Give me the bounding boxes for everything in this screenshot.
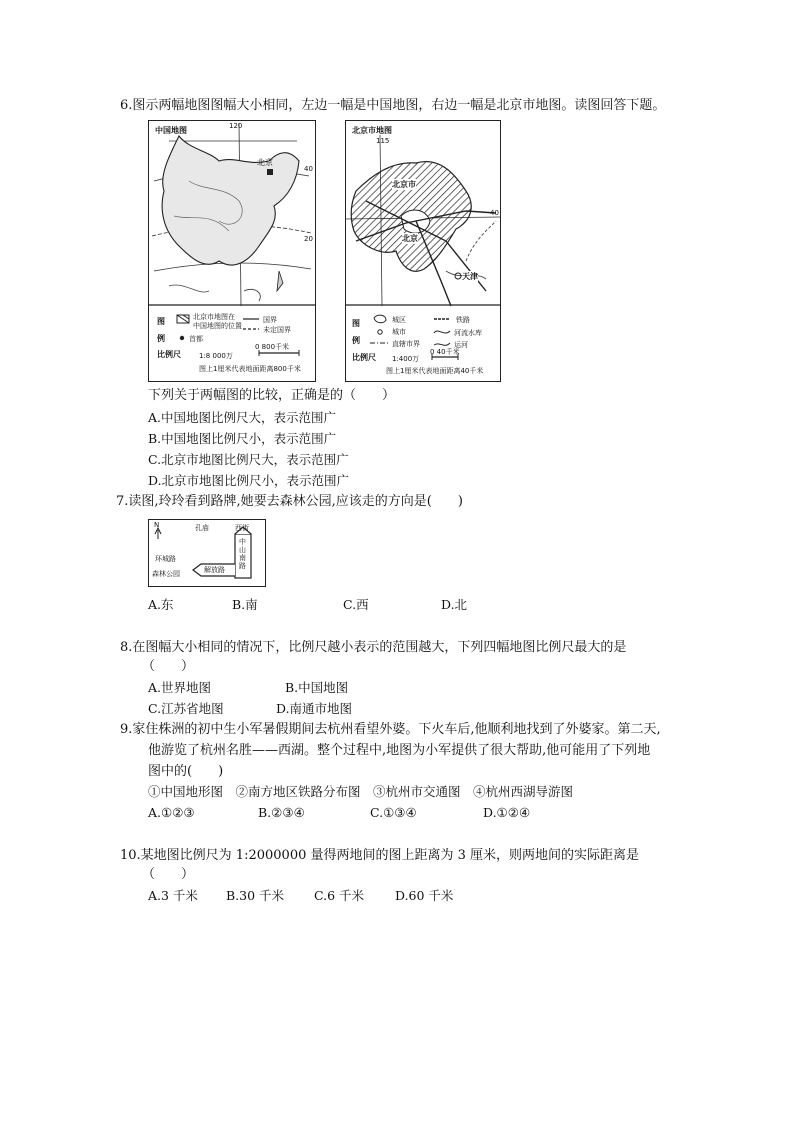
beijing-scale-note: 图上1厘米代表地面距离40千米: [386, 367, 484, 375]
road-sign: [148, 519, 266, 587]
china-legend-label2: 例: [157, 334, 165, 343]
beijing-legend-boundary: 直辖市界: [392, 340, 420, 348]
q8-stem: 8.在图幅大小相同的情况下，比例尺越小表示的范围越大，下列四幅地图比例尺最大的是: [120, 640, 627, 655]
china-legend-undefined: 未定国界: [263, 326, 291, 334]
q9-line3: 图中的( ): [148, 764, 224, 779]
china-scale-ratio: 1:8 000万: [199, 352, 233, 360]
q10-option-a[interactable]: A.3 千米: [148, 888, 198, 903]
q9-line1: 9.家住株洲的初中生小军暑假期间去杭州看望外婆。下火车后,他顺利地找到了外婆家。第二天,: [120, 722, 661, 737]
q8-option-d[interactable]: D.南通市地图: [276, 701, 353, 716]
beijing-legend-river: 河流水库: [454, 329, 482, 337]
q7-option-a[interactable]: A.东: [148, 597, 174, 612]
china-legend-locator: 北京市地图在: [193, 313, 235, 321]
q6-question: 下列关于两幅图的比较，正确是的（ ）: [148, 388, 396, 403]
q6-option-c[interactable]: C.北京市地图比例尺大，表示范围广: [148, 452, 349, 467]
beijing-map-drawing: [346, 121, 500, 381]
sign-north: N: [154, 521, 160, 529]
beijing-scale-label: 比例尺: [352, 353, 376, 362]
beijing-scale-ratio: 1:400万: [392, 355, 420, 363]
q9-option-b[interactable]: B.②③④: [258, 805, 305, 820]
beijing-scale-bar: 0 40千米: [430, 348, 460, 356]
beijing-legend-label: 图: [352, 319, 360, 328]
q10-option-b[interactable]: B.30 千米: [226, 888, 285, 903]
beijing-lat-40: 40: [490, 209, 499, 217]
q8-option-b[interactable]: B.中国地图: [285, 680, 349, 695]
sign-jiefang: 解放路: [204, 566, 225, 574]
q6-option-a[interactable]: A.中国地图比例尺大，表示范围广: [148, 410, 337, 425]
q9-option-a[interactable]: A.①②③: [148, 805, 195, 820]
tianjin-label: 天津: [462, 272, 478, 281]
q9-line2: 他游览了杭州名胜——西湖。整个过程中,地图为小军提供了很大帮助,他可能用了下列地: [148, 743, 651, 758]
china-legend-locator2: 中国地图的位置: [193, 322, 242, 330]
q7-stem: 7.读图,玲玲看到路牌,她要去森林公园,应该走的方向是( ): [116, 494, 463, 509]
q7-option-b[interactable]: B.南: [232, 597, 258, 612]
beijing-city-label: 北京市: [392, 180, 416, 189]
beijing-city-label2: 北京: [402, 234, 418, 243]
q9-option-d[interactable]: D.①②④: [483, 805, 531, 820]
china-map: [148, 120, 316, 382]
china-lat-40: 40: [304, 165, 313, 173]
q6-option-b[interactable]: B.中国地图比例尺小，表示范围广: [148, 431, 337, 446]
china-lat-20: 20: [304, 235, 313, 243]
beijing-legend-canal: 运河: [454, 341, 468, 349]
beijing-map: [345, 120, 501, 382]
china-map-drawing: [149, 121, 315, 381]
q9-items: ①中国地形图 ②南方地区铁路分布图 ③杭州市交通图 ④杭州西湖导游图: [148, 784, 574, 799]
q10-option-d[interactable]: D.60 千米: [395, 888, 454, 903]
china-scale-label: 比例尺: [157, 350, 181, 359]
q10-stem: 10.某地图比例尺为 1:2000000 量得两地间的图上距离为 3 厘米，则两地间的实际距离是: [120, 848, 640, 863]
sign-zhongshan: 中山南路: [239, 538, 246, 570]
q7-option-c[interactable]: C.西: [343, 597, 369, 612]
q6-option-d[interactable]: D.北京市地图比例尺小，表示范围广: [148, 473, 350, 488]
q10-option-c[interactable]: C.6 千米: [314, 888, 365, 903]
china-legend-capital: 首都: [189, 335, 203, 343]
beijing-legend-label2: 例: [352, 336, 360, 345]
china-scale-bar: 0 800千米: [255, 343, 290, 351]
sign-forest: 森林公园: [152, 570, 180, 578]
beijing-legend-rail: 铁路: [456, 316, 470, 324]
china-map-title: 中国地图: [155, 126, 187, 135]
beijing-legend-urban: 城区: [392, 316, 406, 324]
china-legend-border: 国界: [263, 316, 277, 324]
china-lon-120: 120: [229, 122, 243, 130]
q9-option-c[interactable]: C.①③④: [370, 805, 417, 820]
sign-xijie: 西街: [235, 524, 249, 532]
beijing-lon-115: 115: [376, 137, 390, 145]
beijing-legend-city: 城市: [392, 328, 406, 336]
q8-paren: （ ）: [142, 659, 195, 674]
q8-option-a[interactable]: A.世界地图: [148, 680, 212, 695]
china-beijing-label: 北京: [257, 158, 273, 167]
china-legend-label: 图: [157, 317, 165, 326]
china-scale-note: 图上1厘米代表地面距离800千米: [199, 365, 301, 373]
q8-option-c[interactable]: C.江苏省地图: [148, 701, 224, 716]
q7-option-d[interactable]: D.北: [441, 597, 468, 612]
q10-paren: （ ）: [142, 867, 195, 882]
sign-kongmiao: 孔庙: [195, 524, 209, 532]
beijing-map-title: 北京市地图: [352, 126, 392, 135]
q6-stem: 6.图示两幅地图图幅大小相同，左边一幅是中国地图，右边一幅是北京市地图。读图回答下题。: [120, 98, 666, 113]
sign-huancheng: 环城路: [155, 555, 176, 563]
